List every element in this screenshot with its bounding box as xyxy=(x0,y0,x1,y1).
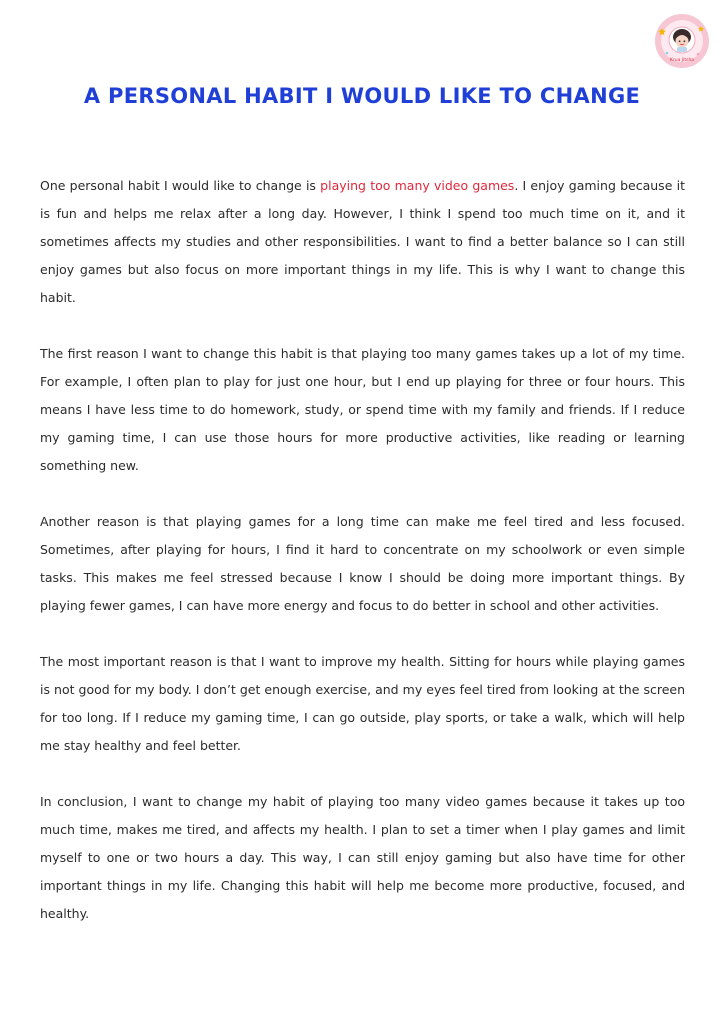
brand-logo xyxy=(654,13,710,69)
essay-body xyxy=(40,172,685,956)
logo-badge-icon xyxy=(654,13,710,69)
paragraph-second-reason: Another reason is that playing games for a long time can make me feel tired and less focused. Sometimes, after playing for hours, I find it hard to concentrate on my schoolwork or even simple tasks. This makes me feel stressed because I know I should be doing more important things. By playing fewer games, I can have more energy and focus to do better in school and other activities. xyxy=(40,514,685,613)
intro-text-end: . I enjoy gaming because it is fun and helps me relax after a long day. However, I think I spend too much time on it, and it sometimes affects my studies and other responsibilities. I want to find a better balance so I can still enjoy games but also focus on more important things in my life. This is why I want to change this habit. xyxy=(40,178,685,305)
paragraph-first-reason: The first reason I want to change this habit is that playing too many games takes up a lot of my time. For example, I often plan to play for just one hour, but I end up playing for three or four hours. This means I have less time to do homework, study, or spend time with my family and friends. If I reduce my gaming time, I can use those hours for more productive activities, like reading or learning something new. xyxy=(40,346,685,473)
page-title: A PERSONAL HABIT I WOULD LIKE TO CHANGE xyxy=(83,84,641,108)
paragraph-third-reason: The most important reason is that I want to improve my health. Sitting for hours while playing games is not good for my body. I don’t get enough exercise, and my eyes feel tired from looking at the screen for too long. If I reduce my gaming time, I can go outside, play sports, or take a walk, which will help me stay healthy and feel better. xyxy=(40,654,685,753)
paragraph-conclusion: In conclusion, I want to change my habit of playing too many video games because it takes up too much time, makes me tired, and affects my health. I plan to set a timer when I play games and limit myself to one or two hours a day. This way, I can still enjoy gaming but also have time for other important things in my life. Changing this habit will help me become more productive, focused, and healthy. xyxy=(40,794,685,921)
logo-caption: Krua Jitsha xyxy=(669,58,695,63)
paragraph-intro xyxy=(40,172,685,312)
highlighted-habit: playing too many video games xyxy=(320,178,515,193)
intro-text-start: One personal habit I would like to change is xyxy=(40,178,321,193)
